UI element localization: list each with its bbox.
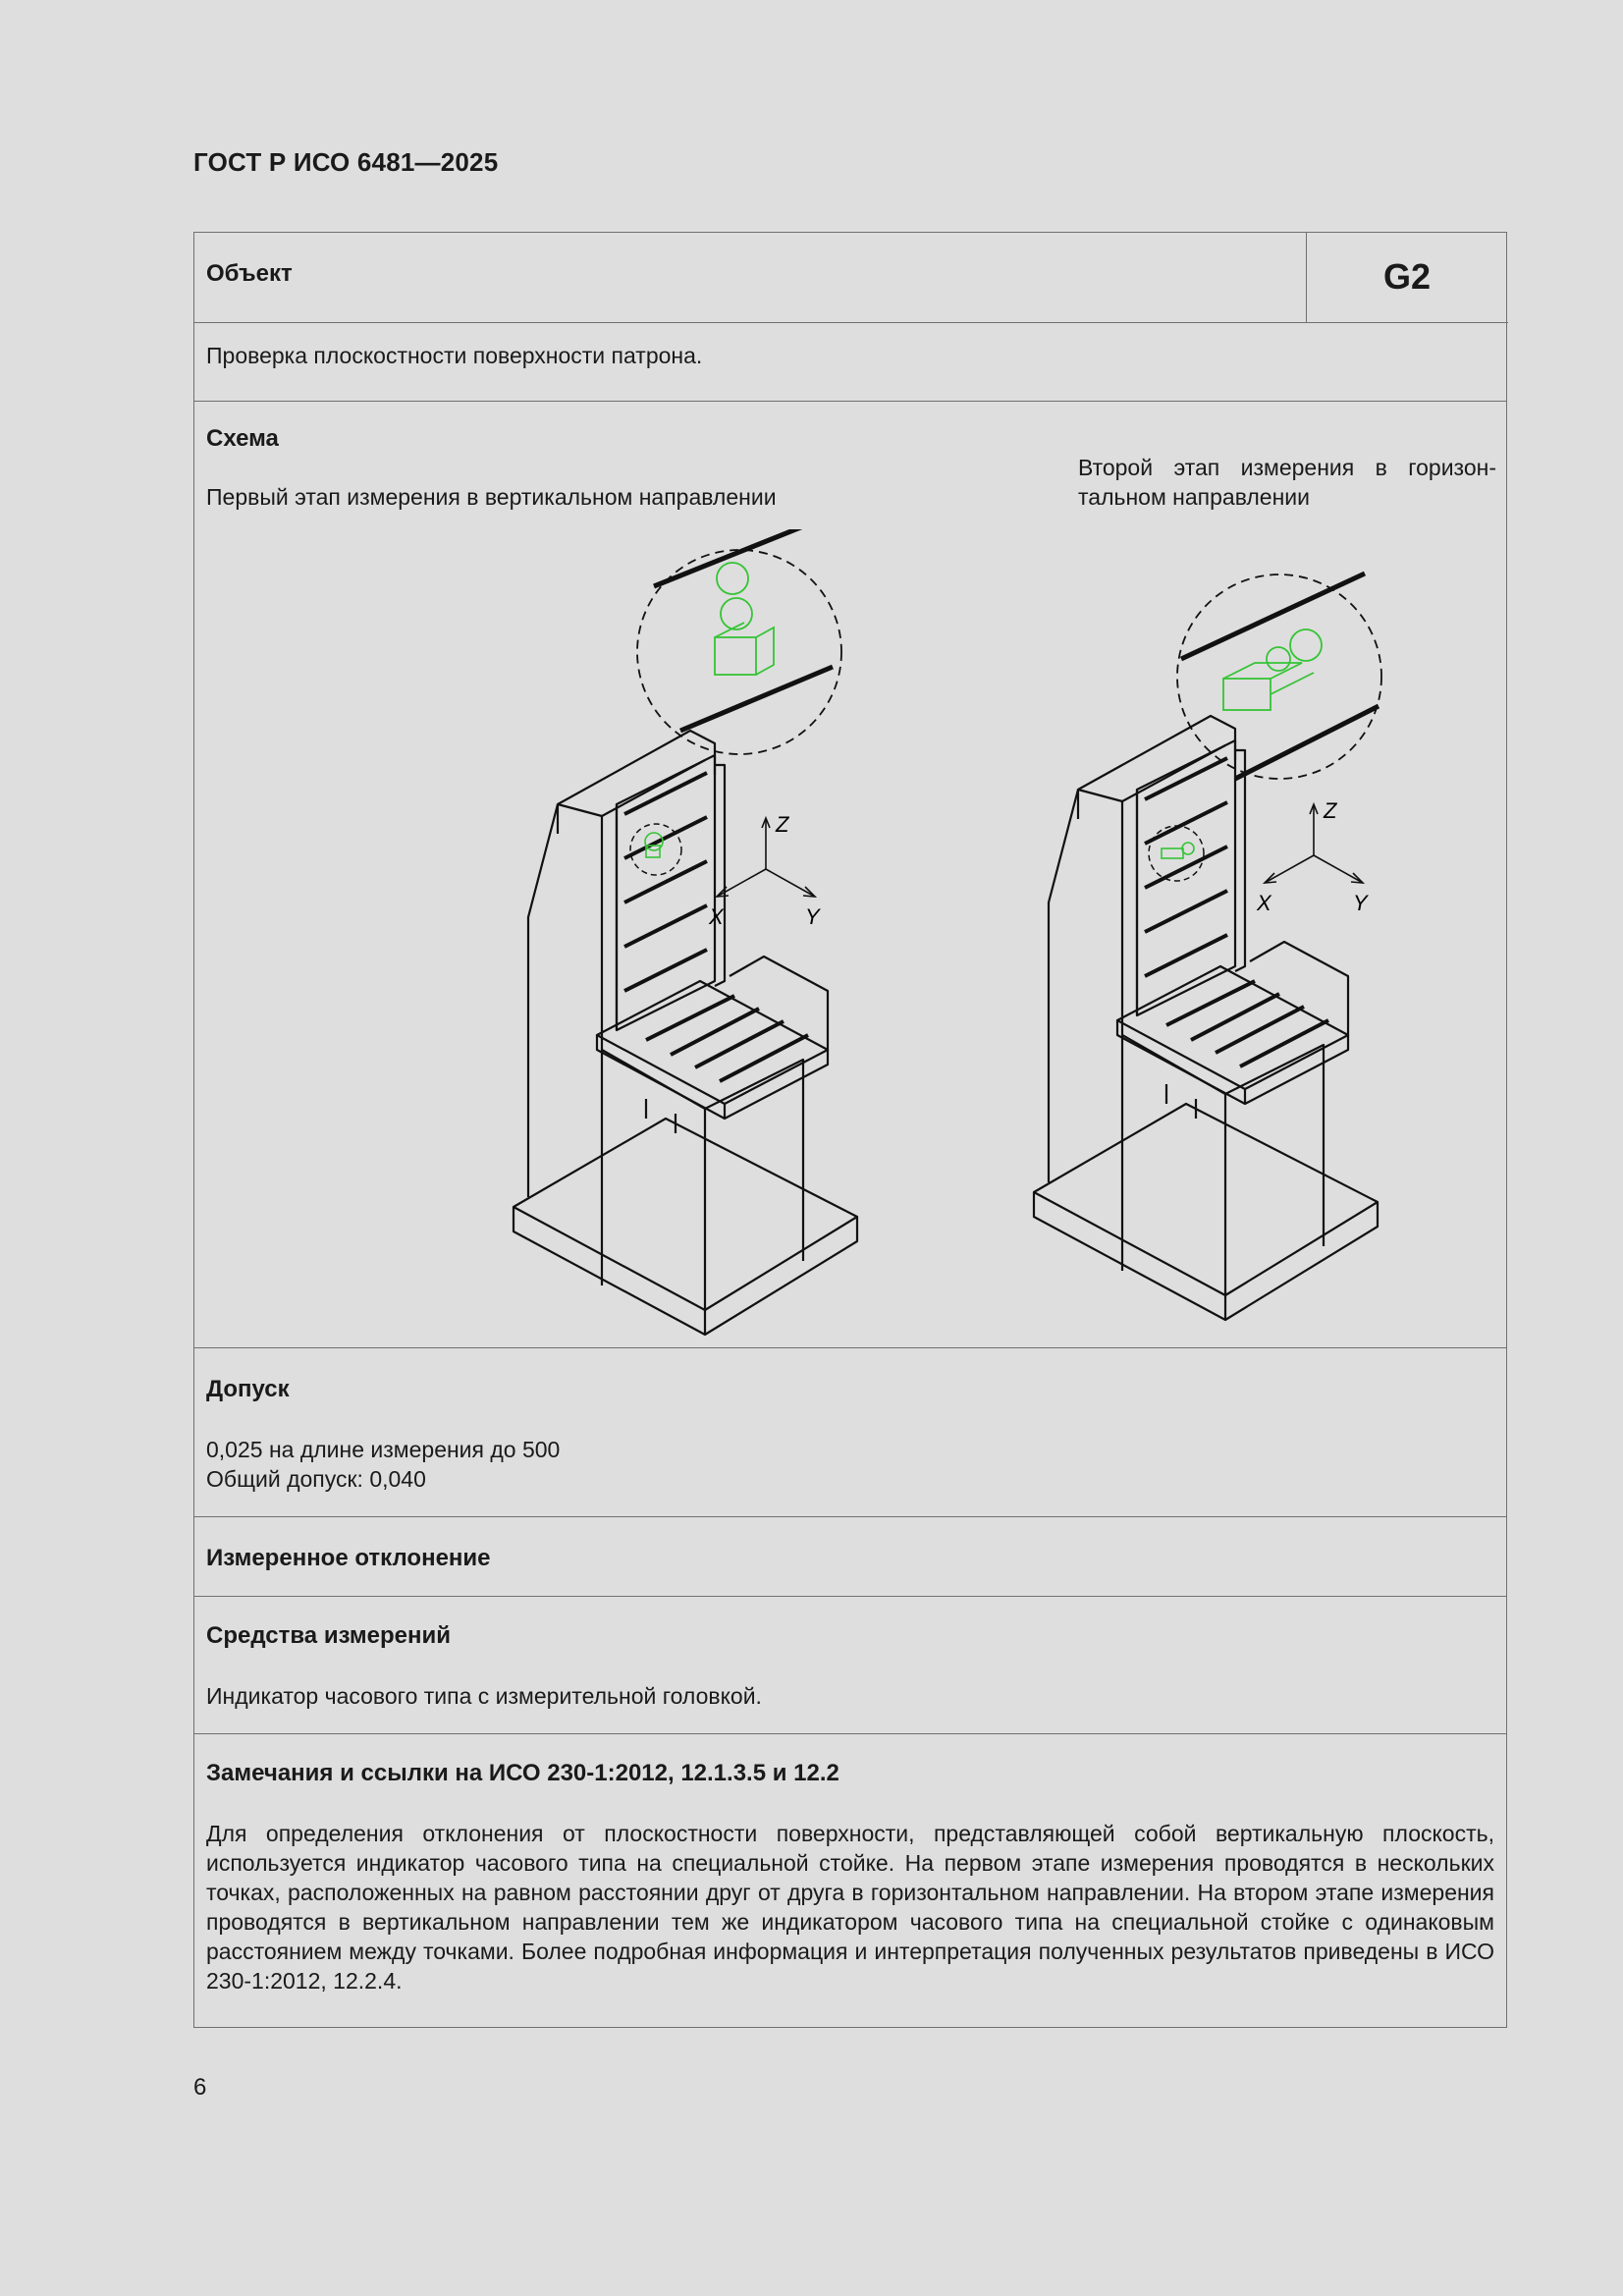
tolerance-row bbox=[194, 1348, 1506, 1517]
axis-x-label: X bbox=[709, 904, 724, 929]
instruments-text: Индикатор часового типа с измерительной головкой. bbox=[206, 1683, 762, 1709]
axis-x-label-2: X bbox=[1257, 891, 1271, 915]
machine-diagram bbox=[194, 529, 1505, 1348]
object-description-row bbox=[194, 323, 1506, 402]
detail-callout-stage-2 bbox=[1177, 574, 1381, 779]
test-code: G2 bbox=[1306, 232, 1508, 323]
page-number: 6 bbox=[193, 2074, 207, 2101]
object-description: Проверка плоскостности поверхности патрона. bbox=[206, 343, 703, 368]
scheme-caption-first-stage: Первый этап измерения в вертикальном направлении bbox=[206, 484, 777, 510]
instruments-label: Средства измерений bbox=[206, 1622, 452, 1649]
test-sheet bbox=[193, 232, 1507, 2028]
axis-z-label-2: Z bbox=[1324, 798, 1337, 823]
tolerance-line-1: 0,025 на длине измерения до 500 bbox=[206, 1437, 561, 1462]
indicator-stage-2-marker bbox=[1162, 843, 1194, 858]
axis-y-label-2: Y bbox=[1353, 891, 1368, 915]
deviation-row bbox=[194, 1517, 1506, 1597]
scheme-label: Схема bbox=[206, 425, 279, 452]
scheme-caption-second-stage: Второй этап измерения в горизонтальном направлении bbox=[1078, 455, 1496, 510]
document-header: ГОСТ Р ИСО 6481—2025 bbox=[193, 147, 499, 177]
axis-y-label: Y bbox=[805, 904, 820, 929]
notes-row bbox=[194, 1734, 1506, 2027]
detail-callout-stage-1 bbox=[637, 529, 841, 754]
deviation-label: Измеренное отклонение bbox=[206, 1545, 491, 1571]
indicator-stage-1-marker bbox=[645, 833, 663, 857]
tolerance-line-2: Общий допуск: 0,040 bbox=[206, 1466, 426, 1492]
axis-z-label: Z bbox=[776, 812, 789, 837]
instruments-row bbox=[194, 1597, 1506, 1734]
scheme-row bbox=[194, 402, 1506, 1348]
machine-stage-1-drawing bbox=[514, 731, 857, 1335]
notes-label: Замечания и ссылки на ИСО 230-1:2012, 12.1.3.5 и 12.2 bbox=[206, 1760, 839, 1786]
notes-text: Для определения отклонения от плоскостности поверхности, представляющей собой вертикальную плоскость, используется индикатор часового типа на специальной стойке. На первом этапе измерения проводятся в нескольких точках, расположенных на равном расстоянии друг от друга в горизонтальном направлении. На втором этапе измерения проводятся в вертикальном направлении тем же индикатором часового типа на специальной стойке с одинаковым расстоянием между точками. Более подробная информация и интерпретация полученных результатов приведены в ИСО 230-1:2012, 12.2.4. bbox=[206, 1821, 1494, 1994]
object-row bbox=[194, 233, 1506, 323]
axes-stage-2 bbox=[1256, 798, 1369, 915]
object-label: Объект bbox=[206, 260, 293, 287]
tolerance-label: Допуск bbox=[206, 1376, 290, 1402]
